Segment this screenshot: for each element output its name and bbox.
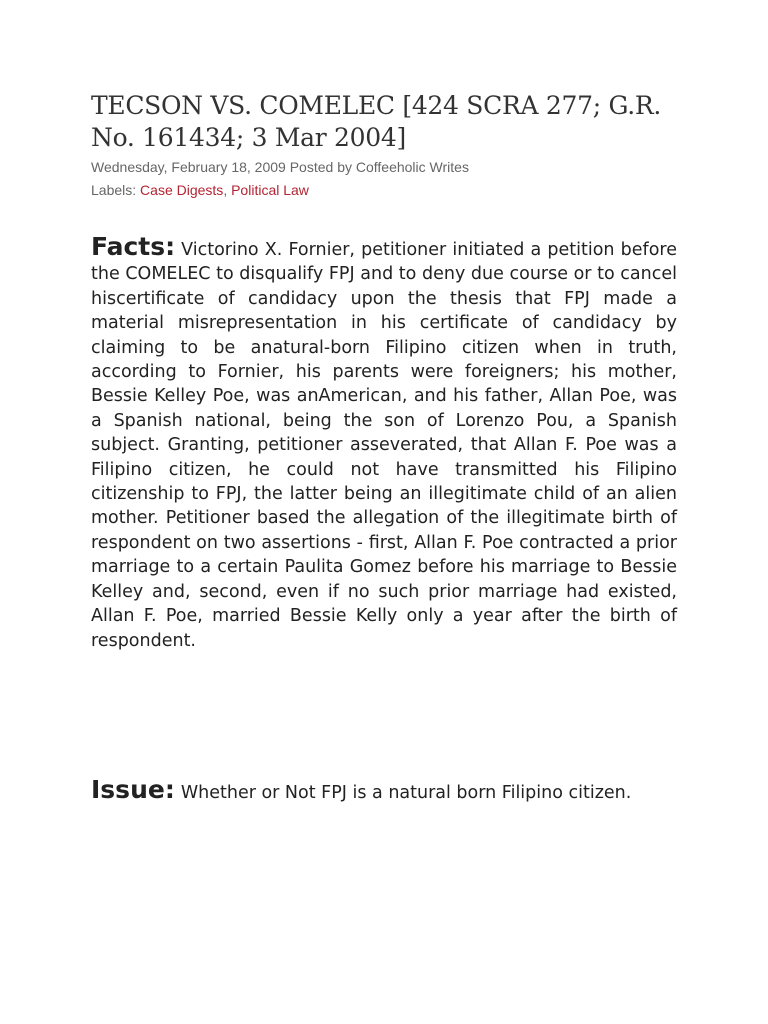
label-separator: , [223,182,232,198]
labels-prefix: Labels: [91,182,141,198]
facts-heading: Facts: [91,232,176,261]
post-title: TECSON VS. COMELEC [424 SCRA 277; G.R. No. 161434; 3 Mar 2004] [91,91,662,152]
issue-body: Whether or Not FPJ is a natural born Filipino citizen. [180,783,632,803]
post-meta: Wednesday, February 18, 2009 Posted by Coffeeholic Writes [91,159,469,175]
issue-heading: Issue: [91,775,175,804]
issue-section [91,775,677,805]
facts-section [91,232,677,653]
post-labels [91,180,309,200]
facts-body: Victorino X. Fornier, petitioner initiated a petition before the COMELEC to disqualify FPJ and to deny due course or to cancel hiscertificate of candidacy upon the thesis that FPJ made a material misrepresentation in his certificate of candidacy by claiming to be anatural-born Filipino citizen when in truth, according to Fornier, his parents were foreigners; his mother, Bessie Kelley Poe, was anAmerican, and his father, Allan Poe, was a Spanish national, being the son of Lorenzo Pou, a Spanish subject. Granting, petitioner asseverated, that Allan F. Poe was a Filipino citizen, he could not have transmitted his Filipino citizenship to FPJ, the latter being an illegitimate child of an alien mother. Petitioner based the allegation of the illegitimate birth of respondent on two assertions - first, Allan F. Poe contracted a prior marriage to a certain Paulita Gomez before his marriage to Bessie Kelley and, second, even if no such prior marriage had existed, Allan F. Poe, married Bessie Kelly only a year after the birth of respondent. [91,240,677,651]
label-link-case-digests[interactable]: Case Digests [140,182,224,198]
label-link-political-law[interactable]: Political Law [231,182,309,198]
